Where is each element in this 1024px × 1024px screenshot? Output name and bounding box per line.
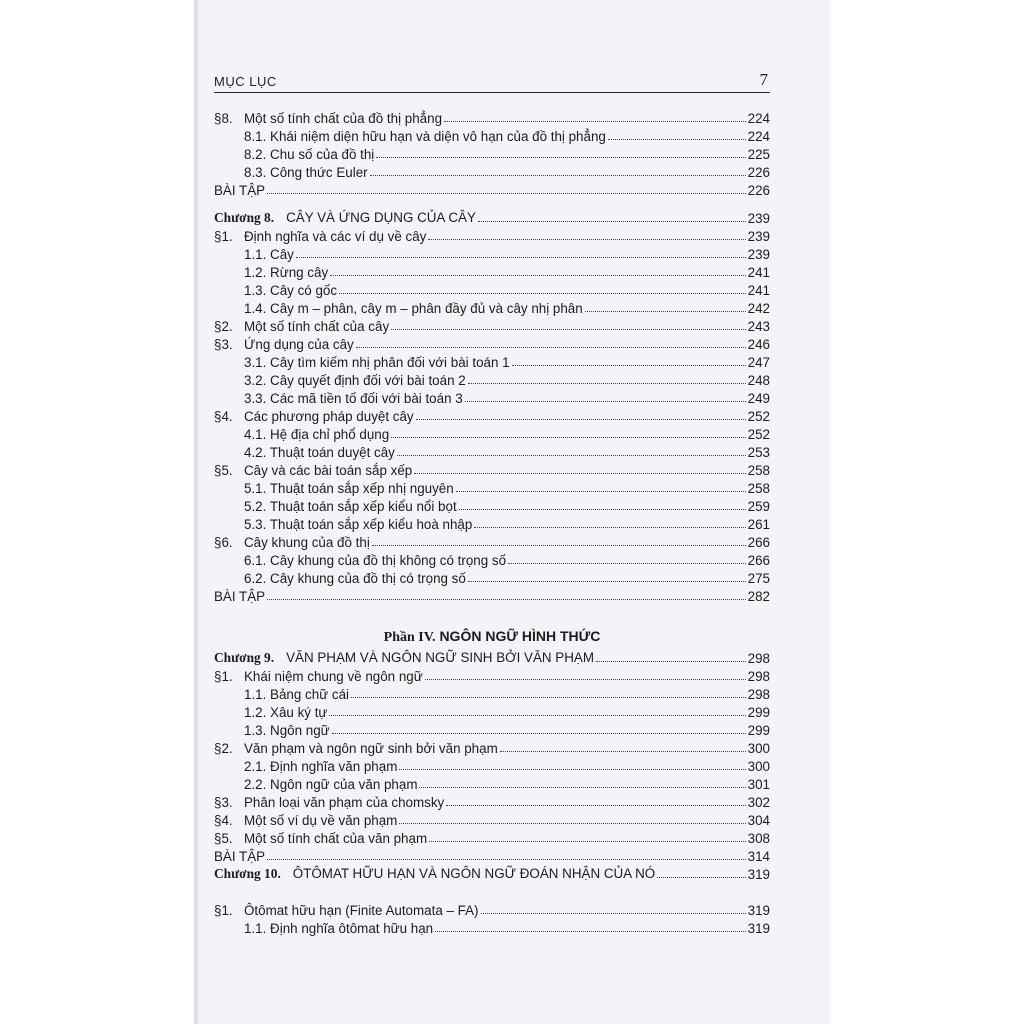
toc-entry-title: 5.3. Thuật toán sắp xếp kiểu hoà nhập: [244, 517, 473, 532]
toc-entry-page: 299: [747, 705, 770, 720]
dot-leader: [391, 437, 745, 438]
toc-entry-title: Các phương pháp duyệt cây: [244, 409, 414, 424]
toc-entry-label: [214, 759, 397, 774]
dot-leader: [372, 545, 746, 546]
toc-entry-number: §8.: [214, 111, 233, 126]
dot-leader: [391, 329, 746, 330]
toc-entry-title: Cây khung của đồ thị: [244, 535, 370, 550]
dot-leader: [329, 715, 745, 716]
dot-leader: [508, 563, 746, 564]
dot-leader: [468, 383, 746, 384]
dot-leader: [657, 877, 745, 878]
toc-entry-title: 6.2. Cây khung của đồ thị có trọng số: [244, 571, 466, 586]
toc-entry-page: 319: [747, 867, 770, 882]
toc-entry-title: Ôtômat hữu hạn (Finite Automata – FA): [244, 903, 479, 918]
toc-entry-label: [214, 409, 414, 424]
toc-entry-title: 1.1. Bảng chữ cái: [244, 687, 349, 702]
toc-entry-page: 241: [747, 283, 770, 298]
toc-entry-label: [214, 687, 349, 702]
toc-entry-title: 8.3. Công thức Euler: [244, 165, 368, 180]
toc-entry-title: 3.3. Các mã tiền tố đối với bài toán 3: [244, 391, 463, 406]
toc-subsection-entry: [214, 442, 770, 460]
toc-section-entry: [214, 792, 770, 810]
toc-subsection-entry: [214, 244, 770, 262]
dot-leader: [435, 931, 746, 932]
toc-entry-number: §5.: [214, 463, 233, 478]
toc-entry-page: 258: [747, 463, 770, 478]
toc-section-entry: [214, 226, 770, 244]
dot-leader: [425, 679, 746, 680]
toc-entry-label: [214, 866, 655, 882]
dot-leader: [478, 221, 746, 222]
toc-section-entry: [214, 738, 770, 756]
toc-subsection-entry: [214, 702, 770, 720]
toc-entry-page: 298: [747, 669, 770, 684]
toc-subsection-entry: [214, 370, 770, 388]
dot-leader: [474, 527, 745, 528]
toc-entry-number: §4.: [214, 813, 233, 828]
toc-entry-page: 225: [747, 147, 770, 162]
toc-entry-page: 226: [747, 165, 770, 180]
toc-subsection-entry: [214, 478, 770, 496]
toc-subsection-entry: [214, 352, 770, 370]
dot-leader: [267, 193, 746, 194]
toc-entry-label: [214, 849, 265, 864]
toc-entry-title: 2.1. Định nghĩa văn phạm: [244, 759, 398, 774]
dot-leader: [428, 239, 745, 240]
running-header: [214, 70, 770, 93]
dot-leader: [376, 157, 745, 158]
toc-entry-page: 243: [747, 319, 770, 334]
toc-entry-title: 4.2. Thuật toán duyệt cây: [244, 445, 395, 460]
toc-entry-page: 241: [747, 265, 770, 280]
toc-entry-label: [214, 265, 328, 280]
toc-entry-title: BÀI TẬP: [214, 849, 266, 864]
toc-entry-label: [214, 391, 463, 406]
toc-entry-label: [214, 571, 466, 586]
toc-entry-label: [214, 499, 457, 514]
toc-entry-number: Chương 10.: [214, 866, 281, 881]
toc-entry-page: 226: [747, 183, 770, 198]
toc-entry-label: [214, 723, 330, 738]
dot-leader: [267, 599, 746, 600]
toc-entry-page: 253: [747, 445, 770, 460]
toc-entry-number: §1.: [214, 669, 233, 684]
toc-entry-label: [214, 463, 412, 478]
toc-entry-page: 301: [747, 777, 770, 792]
toc-subsection-entry: [214, 550, 770, 568]
toc-subsection-entry: [214, 144, 770, 162]
toc-entry-title: 2.2. Ngôn ngữ của văn phạm: [244, 777, 418, 792]
toc-section-entry: [214, 108, 770, 126]
dot-leader: [356, 347, 746, 348]
toc-entry-title: Văn phạm và ngôn ngữ sinh bởi văn phạm: [244, 741, 498, 756]
toc-entry-title: ÔTÔMAT HỮU HẠN VÀ NGÔN NGỮ ĐOÁN NHẬN CỦA NÓ: [292, 866, 656, 881]
toc-subsection-entry: [214, 496, 770, 514]
toc-entry-label: [214, 165, 368, 180]
toc-chapter-entry: [214, 208, 770, 226]
toc-entry-page: 249: [747, 391, 770, 406]
toc-subsection-entry: [214, 720, 770, 738]
toc-entry-page: 300: [747, 741, 770, 756]
dot-leader: [500, 751, 746, 752]
toc-entry-title: VĂN PHẠM VÀ NGÔN NGỮ SINH BỞI VĂN PHẠM: [286, 650, 594, 665]
toc-subsection-entry: [214, 262, 770, 280]
toc-entry-page: 239: [747, 229, 770, 244]
toc-subsection-entry: [214, 918, 770, 936]
toc-entry-label: [214, 481, 454, 496]
toc-entry-number: Chương 9.: [214, 650, 275, 665]
toc-entry-label: [214, 903, 479, 918]
dot-leader: [399, 769, 745, 770]
toc-entry-page: 319: [747, 921, 770, 936]
dot-leader: [456, 491, 746, 492]
toc-entry-label: [214, 283, 337, 298]
toc-chapter-entry: [214, 648, 770, 666]
toc-entry-page: 308: [747, 831, 770, 846]
dot-leader: [468, 581, 746, 582]
part-title: NGÔN NGỮ HÌNH THỨC: [439, 628, 601, 644]
toc-entry-label: [214, 589, 265, 604]
toc-entry-number: §5.: [214, 831, 233, 846]
header-title: MỤC LỤC: [214, 74, 277, 89]
toc-entry-title: 6.1. Cây khung của đồ thị không có trọng số: [244, 553, 507, 568]
dot-leader: [596, 661, 746, 662]
toc-entry-page: 282: [747, 589, 770, 604]
toc-entry-title: 1.1. Định nghĩa ôtômat hữu hạn: [244, 921, 434, 936]
toc-subsection-entry: [214, 424, 770, 442]
dot-leader: [444, 121, 746, 122]
toc-entry-title: 1.3. Ngôn ngữ: [244, 723, 330, 738]
toc-entry-page: 275: [747, 571, 770, 586]
dot-leader: [397, 455, 746, 456]
dot-leader: [351, 697, 746, 698]
toc-section-entry: [214, 406, 770, 424]
toc-entry-page: 261: [747, 517, 770, 532]
toc-entry-label: [214, 427, 389, 442]
dot-leader: [465, 401, 746, 402]
toc-entry-label: [214, 319, 389, 334]
toc-entry-page: 319: [747, 903, 770, 918]
dot-leader: [399, 823, 745, 824]
part-word: Phần IV.: [383, 630, 436, 645]
toc-entry-page: 299: [747, 723, 770, 738]
toc-entry-label: [214, 553, 506, 568]
toc-entry-page: 304: [747, 813, 770, 828]
toc-entry-page: 302: [747, 795, 770, 810]
toc-entry-label: [214, 669, 423, 684]
toc-entry-title: Một số tính chất của cây: [244, 319, 390, 334]
toc-entry-page: 266: [747, 553, 770, 568]
toc-section-entry: [214, 532, 770, 550]
toc-entry-label: [214, 777, 417, 792]
part-heading: [214, 628, 770, 646]
toc-entry-label: [214, 129, 606, 144]
toc-entry-title: BÀI TẬP: [214, 589, 266, 604]
toc-entry-number: §1.: [214, 903, 233, 918]
dot-leader: [330, 275, 746, 276]
toc-entry-page: 247: [747, 355, 770, 370]
toc-entry-page: 259: [747, 499, 770, 514]
toc-entry-title: Định nghĩa và các ví dụ về cây: [244, 229, 427, 244]
toc-entry-title: 4.1. Hệ địa chỉ phổ dụng: [244, 427, 390, 442]
toc-subsection-entry: [214, 774, 770, 792]
toc-entry-page: 314: [747, 849, 770, 864]
toc-entry-label: [214, 373, 466, 388]
toc-entry-label: [214, 301, 583, 316]
toc-entry-number: §3.: [214, 795, 233, 810]
toc-entry-label: [214, 337, 354, 352]
toc-entry-page: 224: [747, 129, 770, 144]
toc-subsection-entry: [214, 756, 770, 774]
toc-entry-page: 298: [747, 687, 770, 702]
header-page-number: 7: [759, 70, 768, 89]
toc-entry-label: [214, 147, 374, 162]
dot-leader: [512, 365, 746, 366]
dot-leader: [416, 419, 746, 420]
toc-subsection-entry: [214, 684, 770, 702]
toc-entry-label: [214, 650, 594, 666]
dot-leader: [481, 913, 746, 914]
toc-section-entry: [214, 316, 770, 334]
toc-entry-page: 248: [747, 373, 770, 388]
toc-entry-title: 1.3. Cây có gốc: [244, 283, 338, 298]
dot-leader: [608, 139, 746, 140]
toc-entry-page: 266: [747, 535, 770, 550]
toc-entry-title: CÂY VÀ ỨNG DỤNG CỦA CÂY: [286, 210, 476, 225]
toc-entry-label: [214, 517, 472, 532]
toc-chapter-entry: [214, 864, 770, 882]
toc-section-entry: [214, 828, 770, 846]
toc-subsection-entry: [214, 126, 770, 144]
toc-exercise-entry: [214, 586, 770, 604]
toc-entry-label: [214, 813, 397, 828]
toc-entry-title: 1.2. Xâu ký tự: [244, 705, 328, 720]
toc-exercise-entry: [214, 846, 770, 864]
toc-entry-label: [214, 445, 395, 460]
dot-leader: [429, 841, 746, 842]
toc-entry-title: Phân loại văn phạm của chomsky: [244, 795, 445, 810]
dot-leader: [585, 311, 746, 312]
toc-entry-page: 252: [747, 409, 770, 424]
toc-entry-page: 258: [747, 481, 770, 496]
toc-entry-page: 246: [747, 337, 770, 352]
toc-entry-label: [214, 355, 510, 370]
dot-leader: [267, 859, 746, 860]
dot-leader: [446, 805, 745, 806]
toc-section-entry: [214, 900, 770, 918]
dot-leader: [332, 733, 746, 734]
toc-entry-title: Ứng dụng của cây: [244, 337, 354, 352]
toc-subsection-entry: [214, 388, 770, 406]
toc-entry-title: 3.2. Cây quyết định đối với bài toán 2: [244, 373, 466, 388]
toc-subsection-entry: [214, 514, 770, 532]
toc-section-entry: [214, 460, 770, 478]
toc-entry-title: 5.1. Thuật toán sắp xếp nhị nguyên: [244, 481, 454, 496]
dot-leader: [459, 509, 746, 510]
toc-entry-number: §4.: [214, 409, 233, 424]
toc-entry-label: [214, 831, 427, 846]
toc-entry-number: §6.: [214, 535, 233, 550]
toc-section-entry: [214, 666, 770, 684]
toc-entry-title: Một số tính chất của văn phạm: [244, 831, 428, 846]
dot-leader: [296, 257, 746, 258]
toc-entry-label: [214, 183, 265, 198]
toc-entry-label: [214, 535, 370, 550]
toc-entry-title: Một số ví dụ về văn phạm: [244, 813, 398, 828]
toc-entry-label: [214, 705, 327, 720]
toc-entry-number: §1.: [214, 229, 233, 244]
toc-entry-number: §3.: [214, 337, 233, 352]
toc-entry-title: 1.2. Rừng cây: [244, 265, 329, 280]
toc-entry-label: [214, 795, 444, 810]
dot-leader: [339, 293, 746, 294]
toc-entry-label: [214, 741, 498, 756]
toc-entry-title: 1.4. Cây m – phân, cây m – phân đầy đủ và cây nhị phân: [244, 301, 583, 316]
toc-entry-title: 3.1. Cây tìm kiếm nhị phân đối với bài toán 1: [244, 355, 510, 370]
toc-entry-title: Một số tính chất của đồ thị phẳng: [244, 111, 443, 126]
toc-entry-page: 224: [747, 111, 770, 126]
toc-entry-number: Chương 8.: [214, 210, 275, 225]
toc-subsection-entry: [214, 298, 770, 316]
toc-entry-number: §2.: [214, 741, 233, 756]
dot-leader: [414, 473, 745, 474]
toc-entry-label: [214, 111, 442, 126]
toc-entry-title: 1.1. Cây: [244, 247, 294, 262]
toc-entry-label: [214, 210, 476, 226]
toc-section-entry: [214, 810, 770, 828]
toc-entry-page: 239: [747, 247, 770, 262]
toc-entry-page: 298: [747, 651, 770, 666]
page-gutter-shadow: [194, 0, 200, 1024]
toc-entry-title: 5.2. Thuật toán sắp xếp kiểu nổi bọt: [244, 499, 457, 514]
toc-entry-page: 252: [747, 427, 770, 442]
dot-leader: [419, 787, 745, 788]
toc-entry-title: Khái niệm chung về ngôn ngữ: [244, 669, 423, 684]
toc-entry-page: 239: [747, 211, 770, 226]
toc-entry-title: 8.2. Chu số của đồ thị: [244, 147, 375, 162]
toc-entry-title: 8.1. Khái niệm diện hữu hạn và diện vô hạn của đồ thị phẳng: [244, 129, 606, 144]
toc-entry-page: 300: [747, 759, 770, 774]
toc-entry-title: BÀI TẬP: [214, 183, 266, 198]
toc-entry-page: 242: [747, 301, 770, 316]
toc-subsection-entry: [214, 162, 770, 180]
toc-entry-label: [214, 247, 294, 262]
toc-exercise-entry: [214, 180, 770, 198]
toc-subsection-entry: [214, 568, 770, 586]
toc-section-entry: [214, 334, 770, 352]
dot-leader: [370, 175, 746, 176]
toc-entry-number: §2.: [214, 319, 233, 334]
toc-entry-label: [214, 229, 426, 244]
toc-entry-title: Cây và các bài toán sắp xếp: [244, 463, 413, 478]
toc-entry-label: [214, 921, 433, 936]
toc-subsection-entry: [214, 280, 770, 298]
